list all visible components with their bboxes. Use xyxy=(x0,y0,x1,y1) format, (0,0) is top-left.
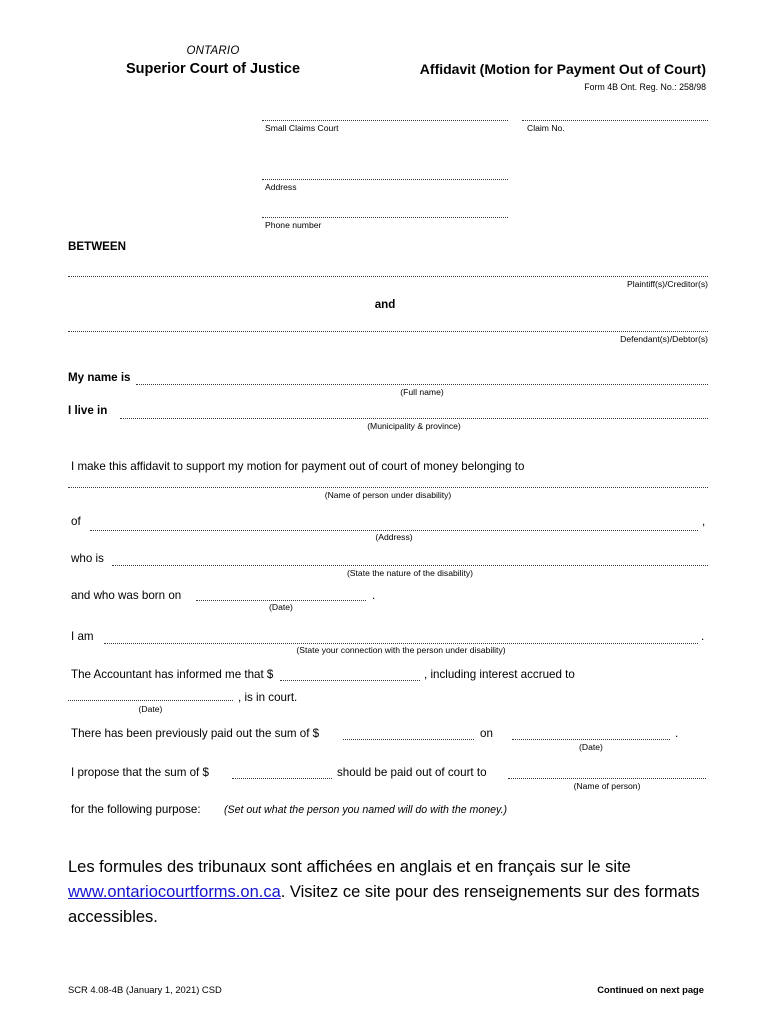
french-accessibility-notice xyxy=(68,855,708,930)
form-title-block xyxy=(366,61,706,93)
i-am-label: I am xyxy=(71,630,94,643)
of-trailing-comma: , xyxy=(702,515,706,528)
accountant-date-caption: (Date) xyxy=(138,704,163,714)
form-registration-number: Form 4B Ont. Reg. No.: 258/98 xyxy=(584,82,706,92)
phone-number-label: Phone number xyxy=(265,220,322,230)
previously-paid-on-label: on xyxy=(480,727,493,740)
i-live-in-label: I live in xyxy=(68,404,108,417)
disability-nature-caption: (State the nature of the disability) xyxy=(346,568,474,578)
born-on-period: . xyxy=(372,589,376,602)
affidavit-intro-text: I make this affidavit to support my motion for payment out of court of money belonging to xyxy=(71,460,525,473)
ontario-court-forms-link[interactable]: www.ontariocourtforms.on.ca xyxy=(68,883,281,901)
full-name-rule[interactable] xyxy=(136,384,708,385)
court-name: Superior Court of Justice xyxy=(125,61,301,77)
between-label: BETWEEN xyxy=(68,240,126,253)
claim-no-rule[interactable] xyxy=(522,120,708,121)
address-label: Address xyxy=(265,182,297,192)
address-rule[interactable] xyxy=(262,179,508,180)
footer-continued-label: Continued on next page xyxy=(597,984,704,995)
accountant-amount-rule[interactable] xyxy=(280,680,420,681)
of-label: of xyxy=(71,515,81,528)
previously-paid-text-part1: There has been previously paid out the sum of $ xyxy=(71,727,320,740)
claim-no-label: Claim No. xyxy=(527,123,565,133)
name-under-disability-rule[interactable] xyxy=(68,487,708,488)
i-am-connection-caption: (State your connection with the person under disability) xyxy=(296,645,506,655)
previously-paid-amount-rule[interactable] xyxy=(343,739,474,740)
who-is-label: who is xyxy=(71,552,104,565)
name-under-disability-caption: (Name of person under disability) xyxy=(324,490,452,500)
plaintiff-caption: Plaintiff(s)/Creditor(s) xyxy=(626,279,708,289)
page-title: Affidavit (Motion for Payment Out of Court) xyxy=(419,61,706,77)
propose-amount-rule[interactable] xyxy=(232,778,332,779)
born-on-label: and who was born on xyxy=(71,589,182,602)
accountant-text-part1: The Accountant has informed me that $ xyxy=(71,668,274,681)
of-address-rule[interactable] xyxy=(90,530,698,531)
accountant-text-part2: , including interest accrued to xyxy=(424,668,575,681)
jurisdiction-label: ONTARIO xyxy=(186,45,240,57)
propose-name-caption: (Name of person) xyxy=(573,781,641,791)
court-identification xyxy=(68,44,358,78)
plaintiff-rule[interactable] xyxy=(68,276,708,277)
small-claims-court-label: Small Claims Court xyxy=(265,123,339,133)
propose-text-part2: should be paid out of court to xyxy=(337,766,487,779)
previously-paid-date-rule[interactable] xyxy=(512,739,670,740)
propose-name-rule[interactable] xyxy=(508,778,706,779)
born-on-date-caption: (Date) xyxy=(269,602,293,612)
municipality-rule[interactable] xyxy=(120,418,708,419)
accountant-date-rule[interactable] xyxy=(68,700,233,701)
i-am-connection-rule[interactable] xyxy=(104,643,698,644)
previously-paid-date-caption: (Date) xyxy=(579,742,603,752)
notice-text-before: Les formules des tribunaux sont affichées en anglais et en français sur le site xyxy=(68,858,631,876)
and-separator: and xyxy=(374,298,396,311)
municipality-caption: (Municipality & province) xyxy=(367,421,461,431)
accountant-text-part3: , is in court. xyxy=(238,691,298,704)
full-name-caption: (Full name) xyxy=(400,387,444,397)
defendant-caption: Defendant(s)/Debtor(s) xyxy=(620,334,708,344)
i-am-period: . xyxy=(701,630,705,643)
notice-text-after: . Visitez ce site pour des renseignements sur des formats accessibles. xyxy=(68,883,700,926)
of-address-caption: (Address) xyxy=(375,532,413,542)
defendant-rule[interactable] xyxy=(68,331,708,332)
born-on-date-rule[interactable] xyxy=(196,600,366,601)
disability-nature-rule[interactable] xyxy=(112,565,708,566)
document-header xyxy=(68,44,706,100)
purpose-instruction: (Set out what the person you named will do with the money.) xyxy=(224,804,508,816)
footer-form-code: SCR 4.08-4B (January 1, 2021) CSD xyxy=(68,984,222,995)
propose-text-part1: I propose that the sum of $ xyxy=(71,766,209,779)
purpose-label: for the following purpose: xyxy=(71,803,201,816)
my-name-is-label: My name is xyxy=(68,371,131,384)
phone-number-rule[interactable] xyxy=(262,217,508,218)
previously-paid-period: . xyxy=(675,727,679,740)
small-claims-court-rule[interactable] xyxy=(262,120,508,121)
